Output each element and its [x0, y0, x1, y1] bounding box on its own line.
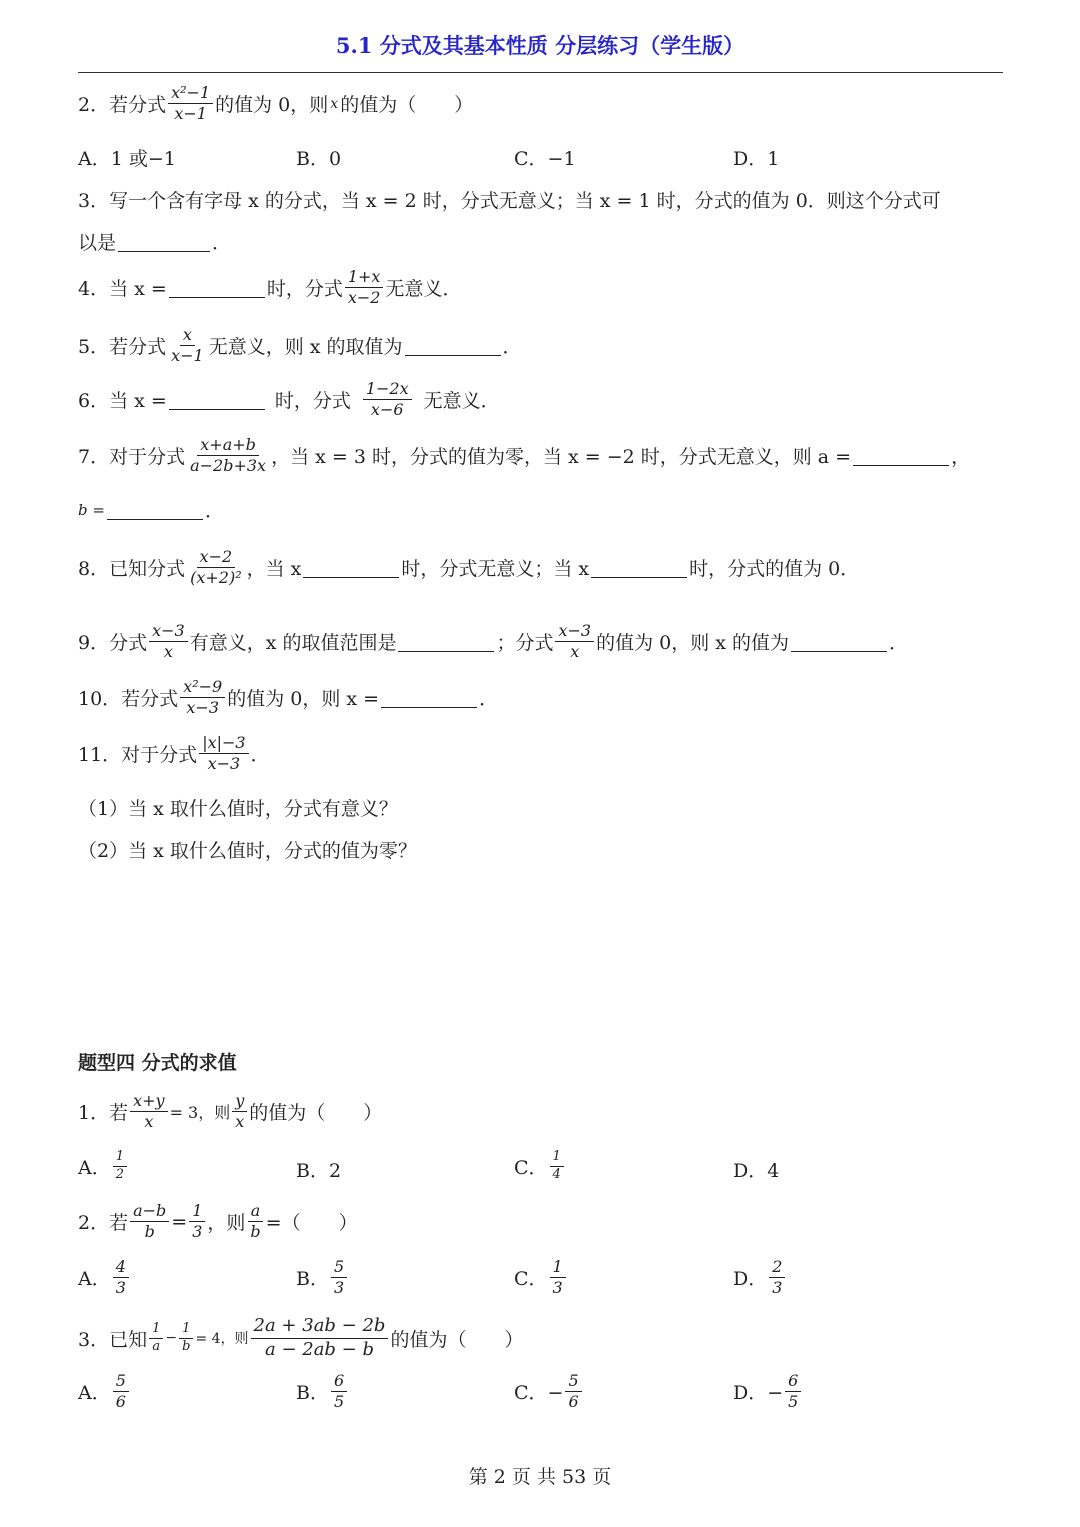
- option-b[interactable]: B．2: [296, 1160, 342, 1182]
- question-text: =: [171, 1210, 188, 1233]
- question-text: 10．若分式: [78, 688, 179, 711]
- answer-blank[interactable]: [303, 557, 399, 578]
- operator: −: [165, 1330, 178, 1347]
- option-a[interactable]: A． $\frac{4}{3}$: [78, 1258, 131, 1298]
- question-s2: [78, 1202, 358, 1242]
- question-10: [78, 678, 498, 718]
- question-7: [78, 436, 970, 476]
- question-text: 有意义，x 的取值范围是: [189, 632, 397, 655]
- question-text: 2．若: [78, 1212, 129, 1235]
- option-a[interactable]: A．1 或−1: [78, 148, 176, 170]
- answer-blank-a[interactable]: [853, 445, 949, 466]
- question-11: [78, 734, 270, 774]
- question-3: [78, 186, 941, 213]
- punct: ．: [479, 688, 499, 711]
- question-text: = 3，则: [169, 1103, 231, 1123]
- answer-blank[interactable]: [169, 389, 265, 410]
- question-5: [78, 326, 522, 366]
- punct: ．: [889, 632, 909, 655]
- fraction: $\frac{y}{x}$: [232, 1092, 247, 1132]
- option-d[interactable]: D． $\frac{2}{3}$: [733, 1258, 787, 1298]
- fraction: $\frac{x-3}{x}$: [149, 622, 188, 662]
- option-a[interactable]: A． $\frac{1}{2}$: [78, 1150, 129, 1183]
- question-11-part1: （1）当 x 取什么值时，分式有意义？: [78, 798, 398, 820]
- fraction: $\frac{x-3}{x}$: [555, 622, 594, 662]
- question-8: [78, 548, 859, 588]
- question-3-line2: [78, 228, 231, 255]
- question-text: 3．已知: [78, 1328, 148, 1351]
- fraction: $\frac{\text{x²−1}}{x-1}$: [168, 84, 213, 124]
- answer-blank[interactable]: [118, 231, 210, 252]
- question-text: 时，分式的值为 0．: [689, 558, 860, 581]
- question-9: [78, 622, 908, 662]
- fraction: $\frac{x}{x-1}$: [171, 325, 204, 366]
- question-text: 若分式: [109, 94, 167, 117]
- question-text: 的值为（ ）: [390, 1328, 524, 1351]
- option-c[interactable]: C． $\frac{1}{3}$: [514, 1258, 568, 1298]
- question-text: 的值为 0，则 x 的值为: [596, 632, 790, 655]
- question-text: 时，分式: [266, 278, 343, 301]
- fraction: $\frac{x+y}{x}$: [130, 1092, 167, 1132]
- question-text: = 4，则: [195, 1331, 249, 1348]
- fraction: $\frac{2a + 3ab - 2b}{a - 2ab - b}$: [251, 1316, 389, 1360]
- fraction: $\frac{1}{3}$: [189, 1202, 205, 1242]
- question-text: =（ ）: [265, 1212, 358, 1235]
- question-7-line2: [78, 496, 224, 523]
- question-text: 无意义．: [385, 278, 462, 301]
- question-number: 2．: [78, 94, 110, 117]
- punct: ．: [204, 500, 224, 522]
- fraction: $\frac{1+x}{x-2}$: [345, 268, 384, 308]
- question-text: ，当 x: [246, 558, 302, 581]
- question-text: 的值为（ ）: [340, 94, 474, 117]
- punct: ，: [951, 446, 971, 469]
- answer-blank[interactable]: [405, 335, 501, 356]
- question-text: 1．若: [78, 1102, 129, 1125]
- option-d[interactable]: D．1: [733, 148, 780, 170]
- option-c[interactable]: C． $\frac{1}{4}$: [514, 1150, 566, 1183]
- fraction: $\frac{1}{a}$: [149, 1322, 163, 1355]
- question-4: [78, 268, 461, 308]
- option-c[interactable]: C．−1: [514, 148, 576, 170]
- question-text: 的值为 0，则 x =: [227, 688, 380, 711]
- fraction: $\frac{x-2}{\text{(x+2)²}}$: [190, 547, 242, 588]
- variable: x: [330, 95, 339, 112]
- punct: ．: [502, 336, 522, 359]
- question-text: ，当 x = 3 时，分式的值为零，当 x = −2 时，分式无意义，则 a =: [271, 446, 852, 469]
- question-text: 9．分式: [78, 632, 148, 655]
- option-a[interactable]: A． $\frac{5}{6}$: [78, 1372, 131, 1412]
- question-text: 11．对于分式: [78, 744, 198, 767]
- question-text: ，则: [207, 1212, 246, 1235]
- question-text: 无意义．: [423, 390, 500, 413]
- answer-blank[interactable]: [791, 631, 887, 652]
- question-text: 时，分式: [274, 390, 351, 413]
- answer-blank[interactable]: [591, 557, 687, 578]
- option-c[interactable]: C．− $\frac{5}{6}$: [514, 1372, 584, 1412]
- answer-blank-b[interactable]: [107, 499, 203, 520]
- option-b[interactable]: B． $\frac{6}{5}$: [296, 1372, 349, 1412]
- question-6: [78, 380, 500, 420]
- fraction: $\frac{|x|-3}{x-3}$: [199, 734, 248, 774]
- option-d[interactable]: D．− $\frac{6}{5}$: [733, 1372, 803, 1412]
- question-text: 以是: [78, 232, 117, 254]
- answer-blank[interactable]: [169, 277, 265, 298]
- section-heading: 题型四 分式的求值: [78, 1052, 237, 1074]
- fraction: $\frac{x+a+b}{a-2b+3x}$: [190, 435, 267, 476]
- question-2: [78, 84, 473, 124]
- header-rule: [78, 72, 1003, 73]
- question-text: 无意义，则 x 的取值为: [208, 336, 403, 359]
- option-b[interactable]: B．0: [296, 148, 342, 170]
- fraction: $\frac{a}{b}$: [247, 1202, 263, 1242]
- question-text: 的值为（ ）: [249, 1102, 383, 1125]
- punct: ．: [250, 744, 270, 767]
- question-text: 4．当 x =: [78, 278, 167, 301]
- question-text: 时，分式无意义；当 x: [401, 558, 590, 581]
- question-text: 3．写一个含有字母 x 的分式，当 x = 2 时，分式无意义；当 x = 1 时，分式的值为 0．则这个分式可: [78, 190, 941, 212]
- question-text: 6．当 x =: [78, 390, 167, 413]
- fraction: $\frac{1}{b}$: [179, 1322, 193, 1355]
- option-d[interactable]: D．4: [733, 1160, 780, 1182]
- fraction: $\frac{\text{x²−9}}{x-3}$: [180, 678, 225, 718]
- question-text: 的值为 0，则: [215, 94, 329, 117]
- question-text: 8．已知分式: [78, 558, 186, 581]
- question-text: b =: [78, 500, 105, 519]
- question-s3: [78, 1316, 523, 1360]
- option-b[interactable]: B． $\frac{5}{3}$: [296, 1258, 349, 1298]
- question-text: 5．若分式: [78, 336, 167, 359]
- answer-blank[interactable]: [381, 687, 477, 708]
- question-text: 7．对于分式: [78, 446, 186, 469]
- page-footer: 第 2 页 共 53 页: [468, 1466, 612, 1488]
- punct: ．: [212, 232, 232, 254]
- question-11-part2: （2）当 x 取什么值时，分式的值为零？: [78, 840, 417, 862]
- answer-blank[interactable]: [398, 631, 494, 652]
- fraction: $\frac{a-b}{b}$: [130, 1202, 169, 1242]
- question-s1: [78, 1092, 382, 1132]
- question-text: ；分式: [496, 632, 554, 655]
- fraction: $\frac{1-2x}{x-6}$: [363, 380, 412, 420]
- page-title: 5.1 分式及其基本性质 分层练习（学生版）: [335, 33, 745, 58]
